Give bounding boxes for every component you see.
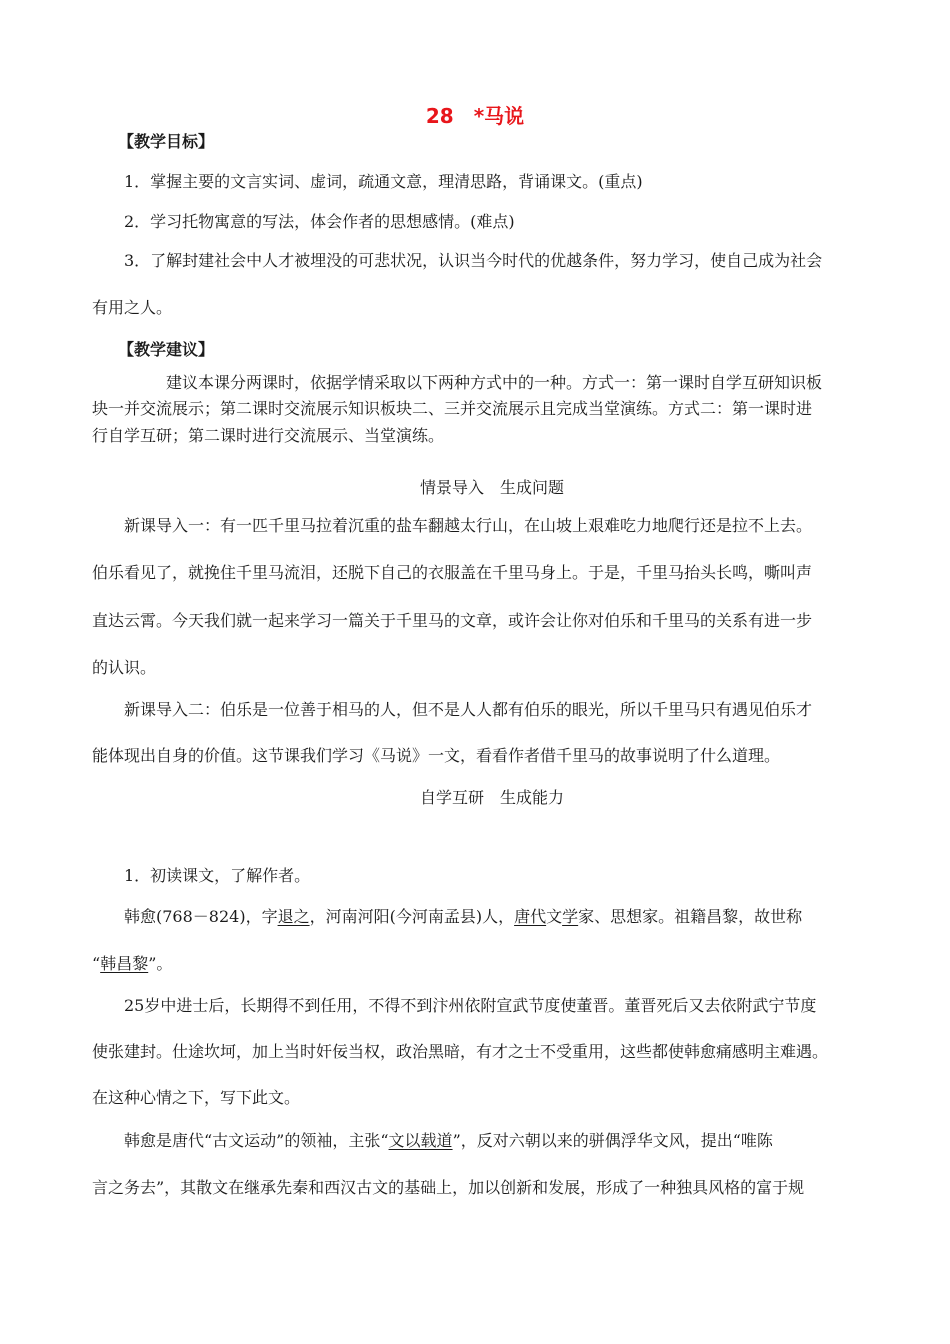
objective-item-3-cont: 有用之人。 [92, 298, 173, 317]
intro-p2-line-1: 新课导入二：伯乐是一位善于相马的人，但不是人人都有伯乐的眼光，所以千里马只有遇见伯乐才 [124, 700, 813, 719]
intro-p1-line-4: 的认识。 [92, 658, 157, 677]
self-study-item-1: 1．初读课文，了解作者。 [124, 866, 311, 885]
lesson-number: 28 [425, 104, 454, 128]
suggestions-header: 【教学建议】 [118, 340, 215, 359]
intro-p1-line-3: 直达云霄。今天我们就一起来学习一篇关于千里马的文章，或许会让你对伯乐和千里马的关系有进一步 [92, 611, 813, 630]
author-intro-line-1: 韩愈(768－824)，字退之，河南河阳(今河南孟县)人，唐代文学家、思想家。祖籍昌黎，故世称 [124, 907, 803, 926]
career-line-3: 在这种心情之下，写下此文。 [92, 1088, 301, 1107]
style-line-1: 韩愈是唐代“古文运动”的领袖，主张“文以载道”，反对六朝以来的骈偶浮华文风，提出“唯陈 [124, 1131, 773, 1150]
suggestions-line-3: 行自学互研；第二课时进行交流展示、当堂演练。 [92, 426, 445, 445]
objective-item-1: 1．掌握主要的文言实词、虚词，疏通文意，理清思路，背诵课文。(重点) [124, 172, 643, 191]
lesson-name: *马说 [473, 104, 525, 128]
underlined-term: 学 [562, 907, 579, 926]
intro-p1-line-2: 伯乐看见了，就挽住千里马流泪，还脱下自己的衣服盖在千里马身上。于是，千里马抬头长鸣，嘶叫声 [92, 563, 813, 582]
intro-heading: 情景导入 生成问题 [419, 478, 564, 497]
style-line-2: 言之务去”，其散文在继承先秦和西汉古文的基础上，加以创新和发展，形成了一种独具风格的富于规 [92, 1178, 805, 1197]
underlined-term: 退之 [277, 907, 310, 926]
intro-p1-line-1: 新课导入一：有一匹千里马拉着沉重的盐车翻越太行山，在山坡上艰难吃力地爬行还是拉不上去。 [124, 516, 813, 535]
career-line-1: 25岁中进士后，长期得不到任用，不得不到汴州依附宣武节度使董晋。董晋死后又去依附武宁节度 [124, 996, 817, 1015]
underlined-term: 唐代 [514, 907, 547, 926]
objective-item-2: 2．学习托物寓意的写法，体会作者的思想感情。(难点) [124, 212, 515, 231]
suggestions-line-1: 建议本课分两课时，依据学情采取以下两种方式中的一种。方式一：第一课时自学互研知识板 [166, 373, 823, 392]
underlined-term: 文以载道 [388, 1131, 453, 1150]
self-study-heading: 自学互研 生成能力 [419, 788, 564, 807]
objectives-header: 【教学目标】 [118, 132, 215, 151]
suggestions-line-2: 块一并交流展示；第二课时交流展示知识板块二、三并交流展示且完成当堂演练。方式二：第一课时进 [92, 399, 813, 418]
author-intro-line-2: “韩昌黎”。 [92, 954, 173, 973]
objective-item-3: 3．了解封建社会中人才被埋没的可悲状况，认识当今时代的优越条件，努力学习，使自己成为社会 [124, 251, 823, 270]
underlined-term: 韩昌黎 [100, 954, 149, 973]
intro-p2-line-2: 能体现出自身的价值。这节课我们学习《马说》一文，看看作者借千里马的故事说明了什么道理。 [92, 746, 781, 765]
career-line-2: 使张建封。仕途坎坷，加上当时奸佞当权，政治黑暗，有才之士不受重用，这些都使韩愈痛感明主难遇。 [92, 1042, 829, 1061]
lesson-title [0, 100, 950, 129]
